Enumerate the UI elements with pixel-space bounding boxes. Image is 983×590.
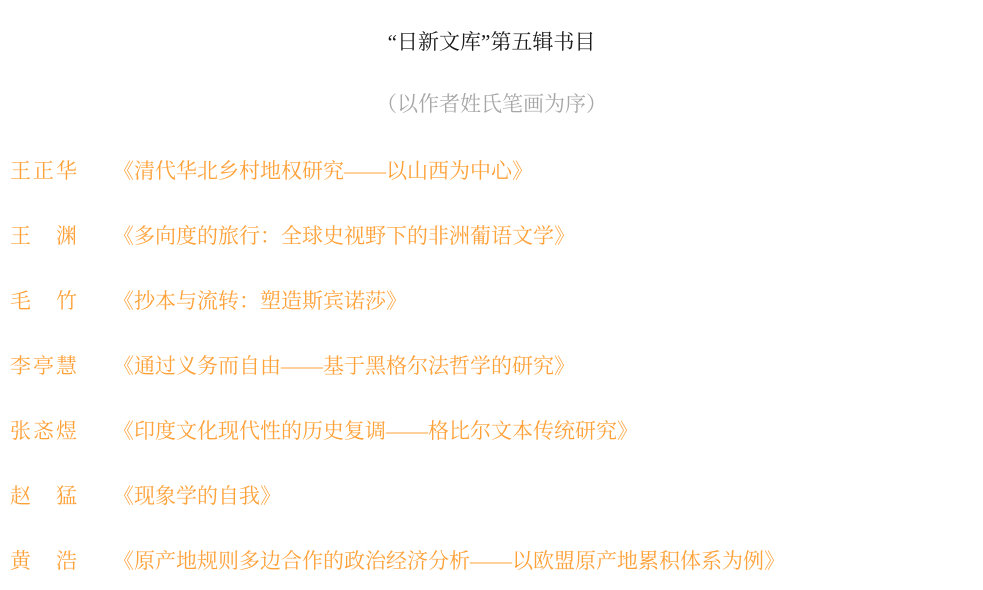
book-title: 《多向度的旅行：全球史视野下的非洲葡语文学》	[113, 224, 575, 248]
book-list-item	[10, 486, 983, 507]
author-char: 猛	[56, 484, 77, 508]
author-name	[10, 291, 77, 312]
page-title: “日新文库”第五辑书目	[387, 30, 596, 54]
book-title: 《原产地规则多边合作的政治经济分析——以欧盟原产地累积体系为例》	[113, 549, 785, 573]
author-name	[10, 356, 77, 377]
book-list-item	[10, 291, 983, 312]
book-title: 《印度文化现代性的历史复调——格比尔文本传统研究》	[113, 419, 638, 443]
book-list-item	[10, 421, 983, 442]
author-char: 正	[33, 159, 54, 183]
author-char: 忞	[33, 419, 54, 443]
author-name	[10, 226, 77, 247]
author-char: 王	[10, 224, 31, 248]
author-char: 慧	[56, 354, 77, 378]
book-list-item	[10, 551, 983, 572]
author-char: 李	[10, 354, 31, 378]
author-char: 亭	[33, 354, 54, 378]
book-title: 《通过义务而自由——基于黑格尔法哲学的研究》	[113, 354, 575, 378]
author-name	[10, 486, 77, 507]
author-char: 渊	[56, 224, 77, 248]
book-title: 《现象学的自我》	[113, 484, 281, 508]
author-name	[10, 421, 77, 442]
book-list-item	[10, 161, 983, 182]
author-char: 浩	[56, 549, 77, 573]
author-char: 张	[10, 419, 31, 443]
author-char: 黄	[10, 549, 31, 573]
author-name	[10, 161, 77, 182]
author-char: 王	[10, 159, 31, 183]
author-char: 华	[56, 159, 77, 183]
author-char: 毛	[10, 289, 31, 313]
book-title: 《抄本与流转：塑造斯宾诺莎》	[113, 289, 407, 313]
book-list-item	[10, 226, 983, 247]
author-char: 赵	[10, 484, 31, 508]
page-subtitle: （以作者姓氏笔画为序）	[376, 92, 607, 116]
author-name	[10, 551, 77, 572]
author-char: 煜	[56, 419, 77, 443]
book-list	[10, 161, 983, 590]
author-char: 竹	[56, 289, 77, 313]
book-list-item	[10, 356, 983, 377]
book-title: 《清代华北乡村地权研究——以山西为中心》	[113, 159, 533, 183]
